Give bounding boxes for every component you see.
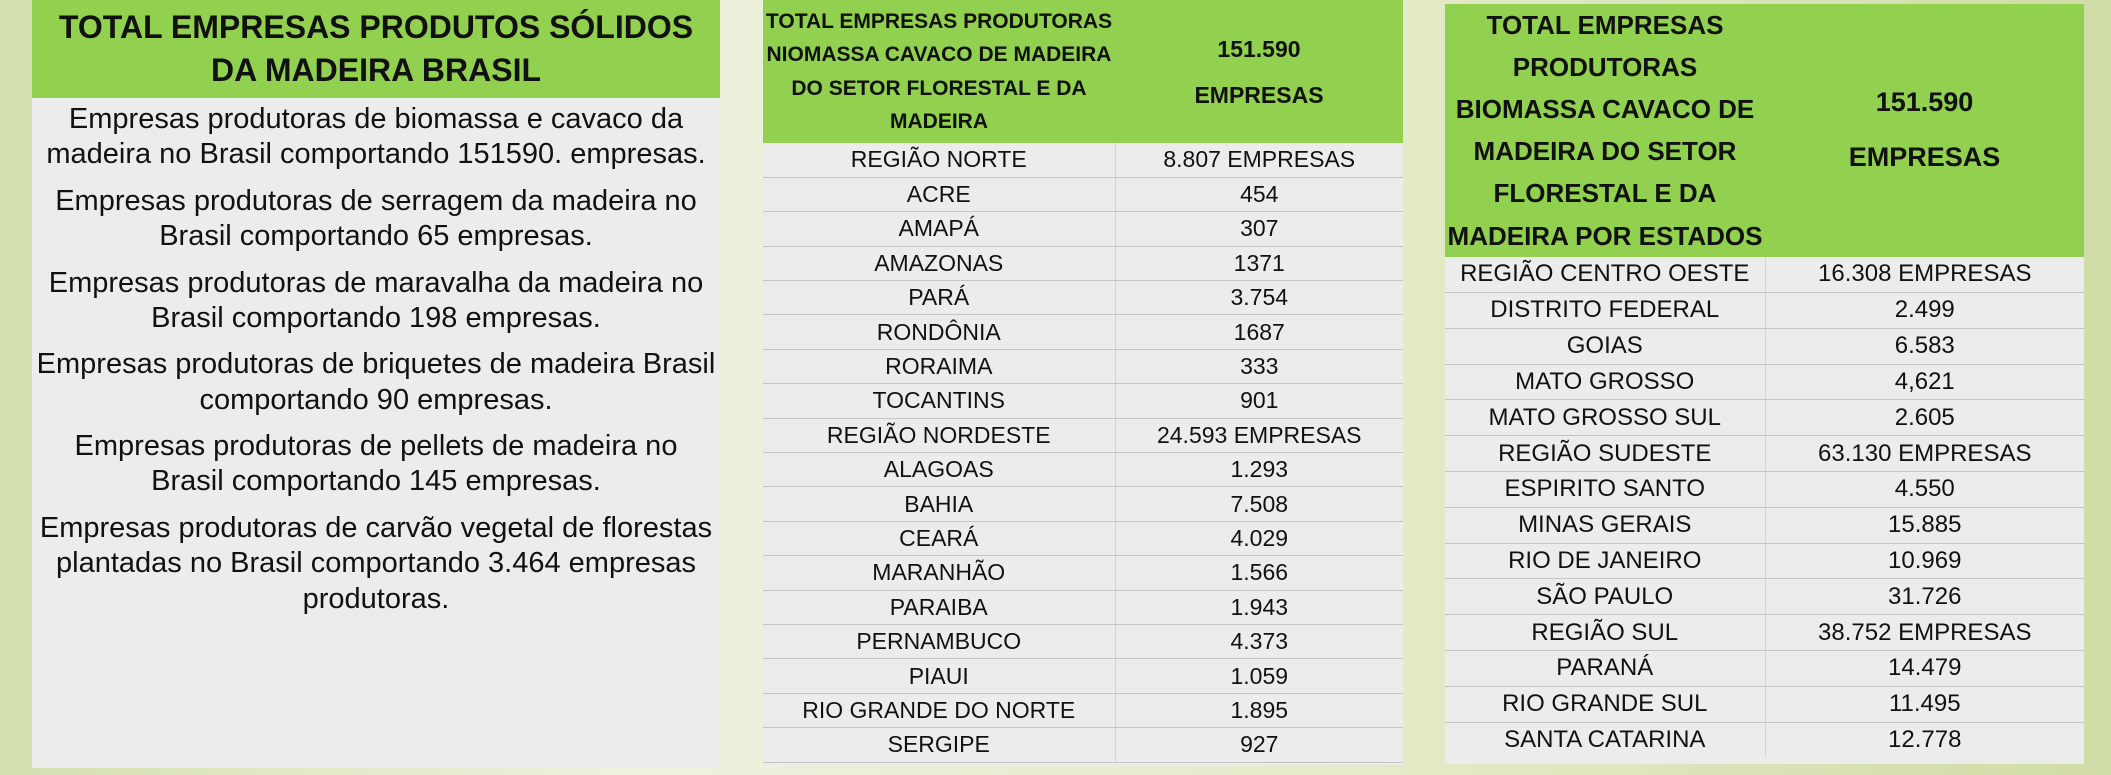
state-name-cell: AMAPÁ [763,212,1115,246]
table-row [1445,292,2084,328]
state-name-cell: ACRE [763,177,1115,211]
state-name-cell: REGIÃO SUDESTE [1445,436,1765,472]
states-table-panel [1445,4,2084,764]
state-name-cell: ALAGOAS [763,453,1115,487]
table-row [763,177,1403,211]
table-row [1445,543,2084,579]
table-row [763,246,1403,280]
company-count-cell: 8.807 EMPRESAS [1115,143,1403,177]
company-count-cell: 1.059 [1115,659,1403,693]
company-count-cell: 31.726 [1765,579,2084,615]
state-name-cell: MATO GROSSO SUL [1445,400,1765,436]
summary-paragraph-biomassa: Empresas produtoras de biomassa e cavaco da madeira no Brasil comportando 151590. empresas. [46,103,706,171]
table-row [763,728,1403,762]
company-count-cell: 12.778 [1765,722,2084,758]
state-name-cell: CEARÁ [763,521,1115,555]
state-name-cell: PIAUI [763,659,1115,693]
table-row [1445,686,2084,722]
table-row [1445,471,2084,507]
table-row [763,453,1403,487]
table-header-total [1765,4,2084,257]
company-count-cell: 2.499 [1765,292,2084,328]
table-row [1445,257,2084,293]
company-count-cell: 4.029 [1115,521,1403,555]
table-row [763,693,1403,727]
state-name-cell: RIO DE JANEIRO [1445,543,1765,579]
company-count-cell: 14.479 [1765,650,2084,686]
table-row [1445,615,2084,651]
state-name-cell: ESPIRITO SANTO [1445,471,1765,507]
summary-body [32,98,720,632]
table-row [763,281,1403,315]
state-name-cell: PARANÁ [1445,650,1765,686]
table-row [763,556,1403,590]
summary-title: TOTAL EMPRESAS PRODUTOS SÓLIDOS DA MADEIRA BRASIL [32,0,720,98]
table-header-row [763,0,1403,143]
table-body [1445,257,2084,758]
company-count-cell: 7.508 [1115,487,1403,521]
table-row [763,143,1403,177]
company-count-cell: 1.566 [1115,556,1403,590]
summary-paragraph-briquetes: Empresas produtoras de briquetes de madeira Brasil comportando 90 empresas. [36,348,716,416]
state-name-cell: PARÁ [763,281,1115,315]
table-row [1445,650,2084,686]
table-header-total [1115,0,1403,143]
state-name-cell: TOCANTINS [763,384,1115,418]
company-count-cell: 2.605 [1765,400,2084,436]
state-name-cell: PERNAMBUCO [763,624,1115,658]
table-header-row [1445,4,2084,257]
summary-paragraph-maravalha: Empresas produtoras de maravalha da madeira no Brasil comportando 198 empresas. [48,266,704,334]
table-row [1445,579,2084,615]
table-row [763,659,1403,693]
state-name-cell: MARANHÃO [763,556,1115,590]
company-count-cell: 333 [1115,349,1403,383]
table-row [1445,364,2084,400]
state-name-cell: RIO GRANDE DO NORTE [763,693,1115,727]
summary-paragraph-pellets: Empresas produtoras de pellets de madeira no Brasil comportando 145 empresas. [74,430,678,498]
state-name-cell: REGIÃO CENTRO OESTE [1445,257,1765,293]
company-count-cell: 307 [1115,212,1403,246]
state-name-cell: SÃO PAULO [1445,579,1765,615]
table-row [763,521,1403,555]
table-row [1445,328,2084,364]
state-name-cell: DISTRITO FEDERAL [1445,292,1765,328]
table-row [1445,722,2084,758]
state-name-cell: REGIÃO SUL [1445,615,1765,651]
company-count-cell: 11.495 [1765,686,2084,722]
table-row [763,487,1403,521]
company-count-cell: 15.885 [1765,507,2084,543]
summary-paragraph-serragem: Empresas produtoras de serragem da madeira no Brasil comportando 65 empresas. [55,184,697,253]
table-row [1445,400,2084,436]
state-name-cell: BAHIA [763,487,1115,521]
company-count-cell: 63.130 EMPRESAS [1765,436,2084,472]
state-name-cell: MATO GROSSO [1445,364,1765,400]
company-count-cell: 4,621 [1765,364,2084,400]
table-header-title: TOTAL EMPRESAS PRODUTORAS BIOMASSA CAVACO DE MADEIRA DO SETOR FLORESTAL E DA MADEIRA POR ESTADOS [1445,4,1765,257]
table-row [763,315,1403,349]
state-name-cell: MINAS GERAIS [1445,507,1765,543]
table-header-title: TOTAL EMPRESAS PRODUTORAS NIOMASSA CAVACO DE MADEIRA DO SETOR FLORESTAL E DA MADEIRA [763,0,1115,143]
total-unit: EMPRESAS [1848,142,2001,173]
total-unit: EMPRESAS [1194,81,1324,108]
company-count-cell: 1.895 [1115,693,1403,727]
total-value: 151.590 [1217,35,1301,62]
table-body [763,143,1403,762]
company-count-cell: 6.583 [1765,328,2084,364]
company-count-cell: 4.373 [1115,624,1403,658]
summary-panel [32,0,720,768]
company-count-cell: 38.752 EMPRESAS [1765,615,2084,651]
north-northeast-table-panel [763,0,1403,765]
state-name-cell: RONDÔNIA [763,315,1115,349]
north-northeast-table [763,0,1403,763]
state-name-cell: REGIÃO NORTE [763,143,1115,177]
state-name-cell: SERGIPE [763,728,1115,762]
table-row [763,349,1403,383]
table-row [1445,507,2084,543]
table-row [763,384,1403,418]
table-row [763,624,1403,658]
states-table [1445,4,2084,758]
company-count-cell: 4.550 [1765,471,2084,507]
state-name-cell: RIO GRANDE SUL [1445,686,1765,722]
state-name-cell: AMAZONAS [763,246,1115,280]
state-name-cell: GOIAS [1445,328,1765,364]
table-row [763,590,1403,624]
company-count-cell: 1.293 [1115,453,1403,487]
company-count-cell: 1687 [1115,315,1403,349]
company-count-cell: 10.969 [1765,543,2084,579]
company-count-cell: 16.308 EMPRESAS [1765,257,2084,293]
company-count-cell: 3.754 [1115,281,1403,315]
state-name-cell: REGIÃO NORDESTE [763,418,1115,452]
table-row [1445,436,2084,472]
company-count-cell: 927 [1115,728,1403,762]
company-count-cell: 901 [1115,384,1403,418]
table-row [763,212,1403,246]
total-value: 151.590 [1875,86,1974,117]
summary-paragraph-carvao: Empresas produtoras de carvão vegetal de florestas plantadas no Brasil comportando 3.464 empresas produtoras. [39,511,713,615]
company-count-cell: 1.943 [1115,590,1403,624]
company-count-cell: 24.593 EMPRESAS [1115,418,1403,452]
company-count-cell: 454 [1115,177,1403,211]
state-name-cell: SANTA CATARINA [1504,726,1706,754]
company-count-cell: 1371 [1115,246,1403,280]
table-row [763,418,1403,452]
state-name-cell: RORAIMA [763,349,1115,383]
state-name-cell: PARAIBA [763,590,1115,624]
